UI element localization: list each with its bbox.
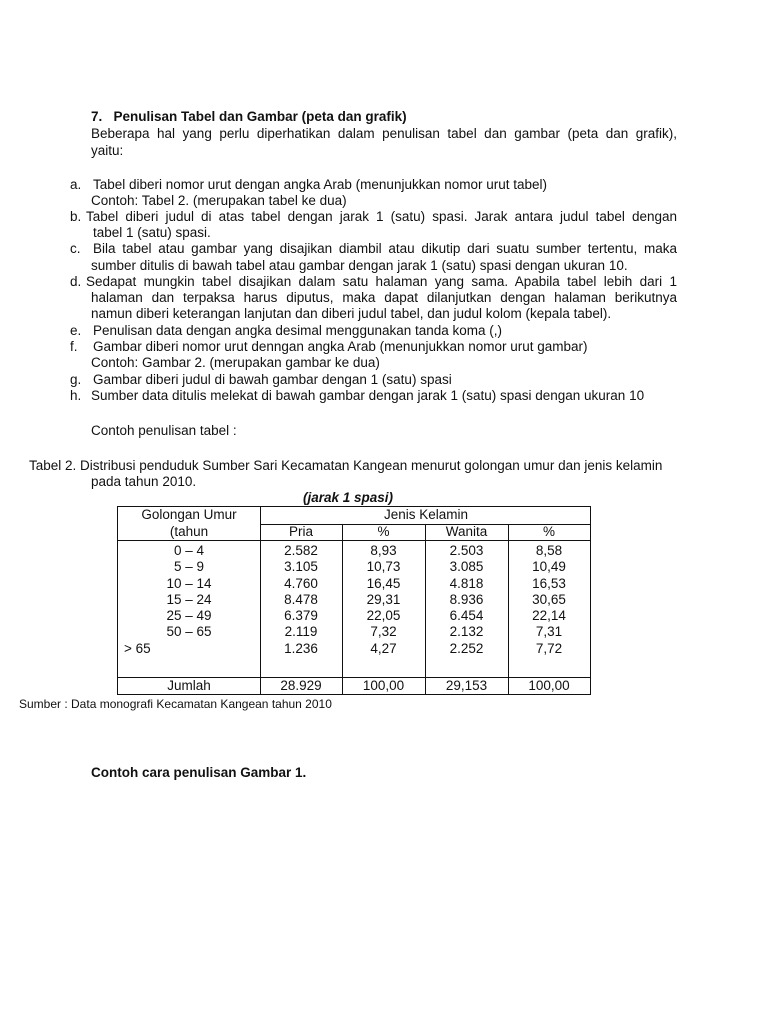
section-intro-line1: Beberapa hal yang perlu diperhatikan dalam penulisan tabel dan gambar (peta dan grafik), (91, 126, 677, 141)
section-title: Penulisan Tabel dan Gambar (peta dan grafik) (113, 109, 407, 124)
item-h-line1: Sumber data ditulis melekat di bawah gambar dengan jarak 1 (satu) spasi dengan ukuran 10 (91, 388, 645, 403)
item-c-letter: c. (70, 241, 81, 256)
pria-pct-cell: 10,73 (366, 559, 401, 575)
pria-cell: 6.379 (284, 608, 318, 624)
item-b-letter: b. (70, 209, 82, 224)
pria-cell: 3.105 (284, 559, 318, 575)
wanita-pct-cell: 7,31 (535, 624, 563, 640)
pria-cell: 1.236 (284, 640, 318, 656)
item-e-letter: e. (70, 323, 82, 338)
source-note: Sumber : Data monografi Kecamatan Kangean tahun 2010 (19, 697, 332, 711)
item-f-line2: Contoh: Gambar 2. (merupakan gambar ke dua) (91, 355, 380, 370)
item-e-line1: Penulisan data dengan angka desimal menggunakan tanda koma (,) (93, 323, 503, 338)
pria-pct-cell: 16,45 (366, 575, 401, 591)
wanita-pct-cell: 16,53 (532, 575, 566, 591)
header-age-line1: Golongan Umur (141, 507, 237, 522)
item-a-line1: Tabel diberi nomor urut dengan angka Arab (menunjukkan nomor urut tabel) (93, 177, 548, 192)
item-d-line2: halaman dan terpaksa harus diputus, maka dapat dilanjutkan dengan halaman berikutnya (91, 290, 677, 305)
wanita-cell: 8.936 (449, 591, 484, 607)
wanita-column (425, 543, 508, 657)
col-header-wanita: Wanita (445, 524, 488, 539)
wanita-cell: 2.252 (449, 640, 484, 656)
item-c-line2: sumber ditulis di bawah tabel atau gambar dengan jarak 1 (satu) spasi dengan ukuran 10. (91, 258, 628, 273)
item-d-line3: namun diberi keterangan lanjutan dan diberi judul tabel, dan judul kolom (kepala tabel). (91, 306, 612, 321)
wanita-pct-cell: 8,58 (535, 543, 563, 558)
item-h-letter: h. (70, 388, 82, 403)
item-d-letter: d. (70, 274, 82, 289)
header-age-line2: (tahun (169, 524, 209, 539)
col-header-pria: Pria (288, 524, 313, 539)
age-group-cell: 10 – 14 (166, 575, 212, 591)
col-header-pct2: % (542, 524, 555, 539)
table-divider (118, 540, 590, 541)
age-group-cell: 5 – 9 (173, 559, 205, 575)
item-a-line2: Contoh: Tabel 2. (merupakan tabel ke dua) (91, 193, 347, 208)
table-example-label: Contoh penulisan tabel : (91, 423, 237, 438)
total-pria: 28.929 (280, 678, 322, 693)
section-heading (91, 109, 407, 124)
section-intro-line2: yaitu: (91, 143, 124, 158)
pria-pct-cell: 22,05 (366, 608, 401, 624)
pria-cell: 2.119 (284, 624, 318, 640)
population-table (117, 506, 591, 695)
wanita-cell: 2.503 (449, 543, 484, 558)
item-c-line1: Bila tabel atau gambar yang disajikan diambil atau dikutip dari suatu sumber tertentu, maka (93, 241, 677, 256)
wanita-pct-cell: 30,65 (532, 591, 566, 607)
wanita-pct-cell: 10,49 (532, 559, 566, 575)
age-group-cell: > 65 (124, 640, 151, 656)
wanita-cell: 2.132 (449, 624, 484, 640)
age-group-column (124, 543, 214, 657)
pria-pct-cell: 29,31 (366, 591, 401, 607)
age-group-cell: 15 – 24 (166, 591, 212, 607)
pria-cell: 4.760 (284, 575, 318, 591)
table-caption-line1: Tabel 2. Distribusi penduduk Sumber Sari Kecamatan Kangean menurut golongan umur dan jenis kelamin (29, 458, 663, 473)
wanita-cell: 3.085 (449, 559, 484, 575)
pria-pct-cell: 4,27 (370, 640, 397, 656)
age-group-cell: 50 – 65 (166, 624, 212, 640)
item-g-line1: Gambar diberi judul di bawah gambar dengan 1 (satu) spasi (93, 372, 452, 387)
total-pria-pct: 100,00 (362, 678, 405, 693)
col-header-pct1: % (377, 524, 390, 539)
wanita-cell: 4.818 (449, 575, 484, 591)
header-gender: Jenis Kelamin (383, 507, 469, 522)
total-wanita: 29,153 (445, 678, 488, 693)
wanita-pct-cell: 7,72 (535, 640, 563, 656)
table-caption-line2: pada tahun 2010. (91, 474, 197, 489)
item-g-letter: g. (70, 372, 82, 387)
pria-pct-cell: 8,93 (370, 543, 397, 558)
item-b-line1: Tabel diberi judul di atas tabel dengan jarak 1 (satu) spasi. Jarak antara judul tabel dengan (86, 209, 677, 224)
wanita-cell: 6.454 (449, 608, 484, 624)
item-b-line2: tabel 1 (satu) spasi. (93, 225, 211, 240)
item-f-line1: Gambar diberi nomor urut denngan angka Arab (menunjukkan nomor urut gambar) (93, 339, 588, 354)
age-group-cell: 25 – 49 (166, 608, 212, 624)
total-label: Jumlah (167, 678, 211, 693)
item-f-letter: f. (70, 339, 78, 354)
spacing-note: (jarak 1 spasi) (303, 490, 394, 505)
wanita-pct-column (508, 543, 590, 657)
section-number: 7. (91, 109, 103, 124)
age-group-cell: 0 – 4 (173, 543, 205, 558)
pria-cell: 2.582 (284, 543, 318, 558)
item-d-line1: Sedapat mungkin tabel disajikan dalam satu halaman yang sama. Apabila tabel lebih dari 1 (86, 274, 677, 289)
pria-cell: 8.478 (284, 591, 318, 607)
wanita-pct-cell: 22,14 (532, 608, 566, 624)
pria-pct-cell: 7,32 (370, 624, 397, 640)
pria-column (260, 543, 342, 657)
figure-heading: Contoh cara penulisan Gambar 1. (91, 765, 307, 780)
item-a-letter: a. (70, 177, 82, 192)
total-wanita-pct: 100,00 (528, 678, 570, 693)
pria-pct-column (342, 543, 425, 657)
